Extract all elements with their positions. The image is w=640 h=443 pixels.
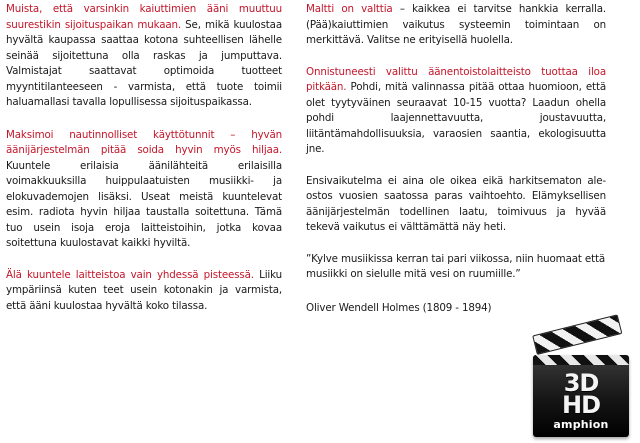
paragraph-patience (306, 2, 606, 49)
paragraph-body: Liiku ympäriinsä kuten teet usein kotonakin ja varmista, että ääni kuulostaa hyvältä koko tilassa. (6, 268, 282, 312)
right-column (306, 0, 606, 316)
paragraph-lead: Maltti on valttia (306, 3, 393, 15)
left-column (6, 0, 282, 314)
paragraph-body: Kuuntele erilaisia äänilähteitä erilaisilla voimakkuuksilla huippulaatuisten musiikki- ja elokuvademojen lisäksi. Useat meistä kuuntelevat esim. radiota hyvin hiljaa taustalla soitettuna. Tämä tuo usein isoja eroja laitteistoihin, jotka kovaa soitettuna kuulostavat kaikki hyviltä. (6, 159, 282, 249)
paragraph-listening-volume (6, 128, 282, 252)
badge-brand-text: amphion (553, 418, 609, 431)
amphion-3dhd-badge (531, 333, 633, 439)
paragraph-listening-position (6, 268, 282, 315)
paragraph-body: Se, mikä kuulostaa hyvältä kaupassa saattaa kotona suhteellisen lähelle seinää sijoitettuna olla raskas ja jumputtava. Valmistajat saattavat optimoida tuotteet myyntitilanteeseen - varmista, että tuote toimii haluamallasi tavalla lopullisessa sijoituspaikassa. (6, 18, 283, 108)
paragraph-lead: Älä kuuntele laitteistoa vain yhdessä pisteessä. (6, 268, 254, 281)
paragraph-lead: Muista, että varsinkin kaiuttimien ääni muuttuu suurestikin sijoituspaikan mukaan. (6, 3, 282, 31)
paragraph-body: Ensivaikutelma ei aina ole oikea eikä harkitsematon ale-ostos vuosien saatossa paras vaihtoehto. Elämyksellisen äänijärjestelmän todellinen laatu, toimivuus ja hyvää tekevä vaikutus ei välttämättä näy heti. (306, 174, 606, 233)
quote: ”Kylve musiikissa kerran tai pari viikossa, niin huomaat että musiikki on sielulle mitä vesi on ruumiille.” (306, 252, 606, 280)
badge-hd-text: HD (561, 391, 600, 419)
clapperboard-icon (533, 355, 629, 437)
paragraph-body: – kaikkea ei tarvitse hankkia kerralla. (Pää)kaiuttimien vaikutus systeemin toimintaan on merkittävä. Valitse ne erityisellä huolella. (306, 3, 607, 46)
paragraph-body: Pohdi, mitä valinnassa pitää ottaa huomioon, että olet tyytyväinen seuraavat 10-15 vuotta? Laadun ohella pohdi laajennettavuutta, joustavuutta, liitäntämahdollisuuksia, varaosien saantia, ekologisuutta jne. (306, 81, 606, 155)
paragraph-lead: Onnistuneesti valittu äänentoistolaitteisto tuottaa iloa pitkään. (306, 65, 606, 93)
paragraph-placement (6, 2, 282, 111)
clapperboard-stripes (533, 355, 629, 365)
paragraph-long-term (306, 65, 606, 158)
badge-3d-text: 3D (563, 369, 599, 397)
paragraph-lead: Maksimoi nautinnolliset käyttötunnit – hyvän äänijärjestelmän pitää soida hyvin myös hiljaa. (6, 128, 282, 156)
clapperboard-arm (532, 314, 622, 355)
quote-attribution: Oliver Wendell Holmes (1809 - 1894) (306, 301, 492, 314)
paragraph-first-impression (306, 174, 606, 236)
